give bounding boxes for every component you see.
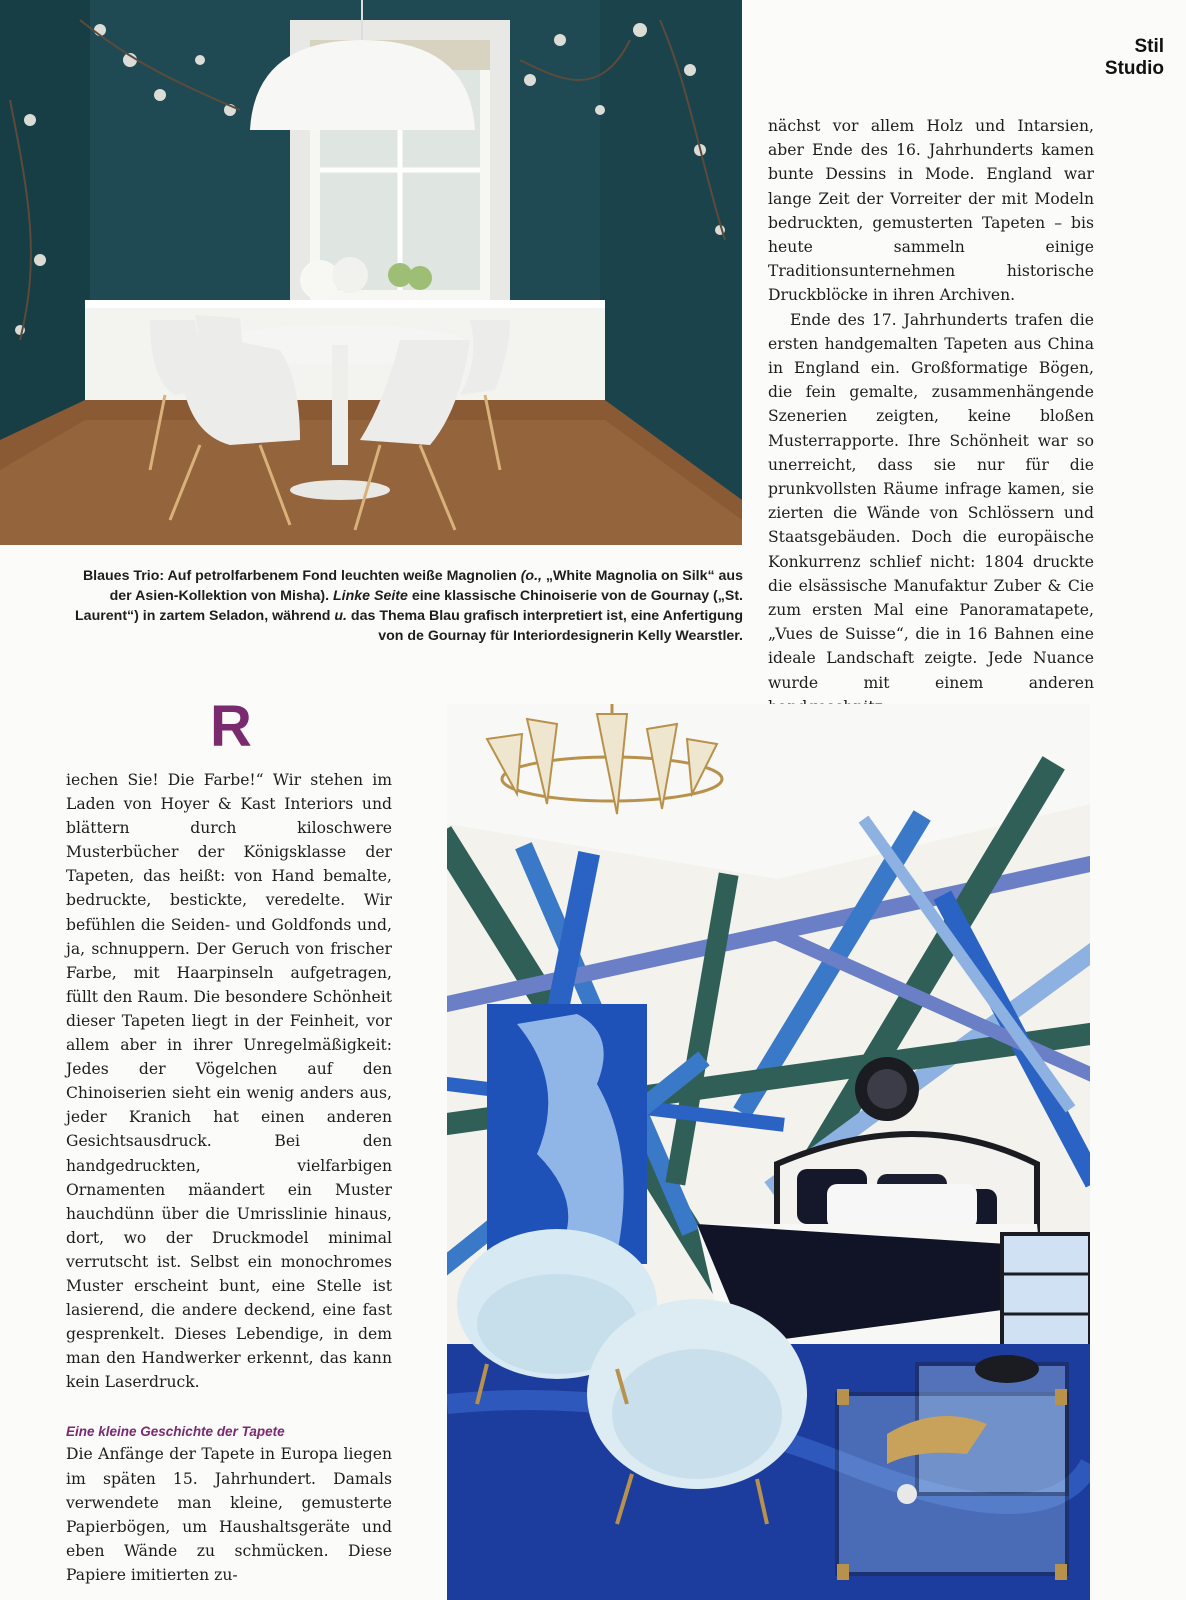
left-paragraph-2: Die Anfänge der Tapete in Europa liegen im späten 15. Jahrhundert. Damals verwendete man kleine, gemusterte Papierbögen, um Haushaltsgeräte und eben Wände zu schmücken. Diese Papiere imitierten zu- xyxy=(66,1445,392,1584)
dining-room-photo xyxy=(0,0,742,545)
section-label-line1: Stil xyxy=(1134,36,1164,57)
caption-italic-2: Linke Seite xyxy=(332,588,408,604)
right-paragraph-2: Ende des 17. Jahrhunderts trafen die ersten handgemalten Tapeten aus China in England ein. Großformatige Bögen, die fein gemalte, zusammenhängende Szenerien zeigten, keine bloßen Musterrapporte. Ihre Schönheit war so unerreicht, dass sie nur für die prunkvollsten Räume infrage kamen, sie zierten die Wände von Schlössern und Staatsgebäuden. Doch die europäische Konkurrenz schlief nicht: 1804 druckte die elsässische Manufaktur Zuber & Cie zum ersten Mal eine Panoramatapete, „Vues de Suisse“, die in 16 Bahnen eine ideale Landschaft zeigte. Jede Nuance wurde mit einem anderen xyxy=(768,310,1094,692)
left-paragraph-1: iechen Sie! Die Farbe!“ Wir stehen im Laden von Hoyer & Kast Interiors und blättern durch kiloschwere Musterbücher der Königsklasse der Tapeten, das heißt: von Hand bemalte, bedruckte, bestickte, veredelte. Wir befühlen die Seiden- und Goldfonds und, ja, schnuppern. Der Geruch von frischer Farbe, mit Haarpinseln aufgetragen, füllt den Raum. Die besondere Schönheit dieser Tapeten liegt in der Feinheit, vor allem aber in ihrer Unregelmäßigkeit: Jedes der Vögelchen auf den Chinoiserien sieht ein wenig anders aus, jeder Kranich hat einen anderen Gesichtsausdruck. Bei den handgedruckten, vielfarbigen Ornamenten mäandert ein Muster hauchdünn über die Umrisslinie hinaus, dort, wo der Druckmodel minimal verrutscht ist. Selbst ein monochromes Muster erscheint bunt, eine Stelle ist lasierend, die andere deckend, eine fast gesprenkelt. Dieses Lebendige, in dem man den Handwerker erkennt, das kann kein Laserdruck. xyxy=(66,771,392,1392)
section-label-line2: Studio xyxy=(1104,58,1164,79)
drop-cap: R xyxy=(210,694,252,759)
right-paragraph-1: nächst vor allem Holz und Intarsien, aber Ende des 16. Jahrhunderts kamen bunte Dessins in Mode. England war lange Zeit der Vorreiter der mit Modeln bedruckten, gemusterten Tapeten – bis heute sammeln einige Traditionsunternehmen historische Druckblöcke in ihren Archiven. xyxy=(768,117,1094,305)
caption-text-4: das Thema Blau grafisch interpretiert ist, eine Anfertigung von de Gournay für Interiordesignerin Kelly Wearstler. xyxy=(346,608,743,644)
left-column-text xyxy=(66,768,392,1587)
caption-italic-1: (o., xyxy=(520,568,542,584)
caption-text-3: eine klassische Chinoiserie von de Gournay („St. Laurent“) in zartem Seladon, während xyxy=(75,588,743,624)
caption-italic-3: u. xyxy=(334,608,347,624)
photo-caption xyxy=(66,566,743,646)
section-label xyxy=(1105,36,1164,80)
caption-text-2: „White Magnolia on Silk“ aus der Asien-Kollektion von Misha). xyxy=(109,568,743,604)
right-column-text xyxy=(768,114,1094,719)
subheading: Eine kleine Geschichte der Tapete xyxy=(66,1424,285,1440)
bedroom-photo xyxy=(447,704,1090,1600)
caption-text-1: Blaues Trio: Auf petrolfarbenem Fond leuchten weiße Magnolien xyxy=(82,568,521,584)
